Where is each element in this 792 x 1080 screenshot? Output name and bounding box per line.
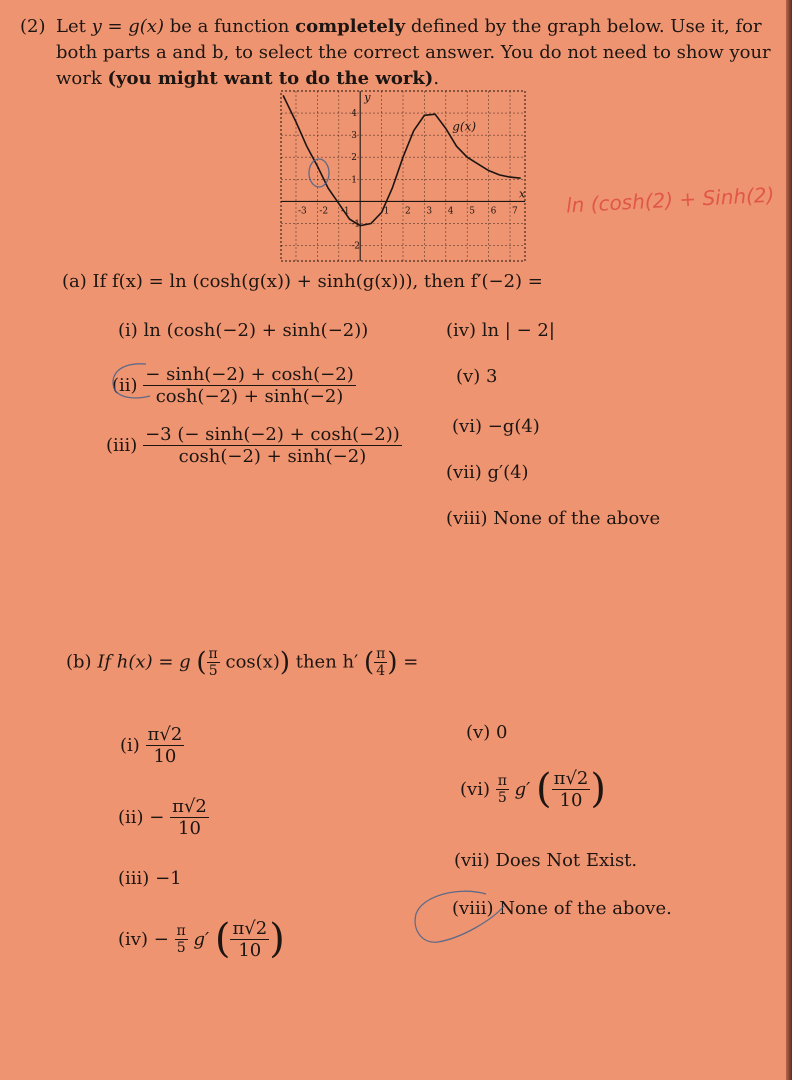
y-axis-label: y <box>364 91 371 104</box>
option-label: (iii) <box>118 868 150 889</box>
option-b-i[interactable] <box>120 724 184 767</box>
denominator: cosh(−2) + sinh(−2) <box>178 446 367 467</box>
fraction <box>143 364 355 407</box>
paren-open: ( <box>363 647 375 678</box>
denominator: cosh(−2) + sinh(−2) <box>155 386 344 407</box>
pencil-circle-mark <box>309 159 329 187</box>
y-tick-label: -1 <box>351 219 360 230</box>
intro-text-b: be a function <box>163 16 296 37</box>
part-a-question: If f(x) = ln (cosh(g(x)) + sinh(g(x))), then f′(−2) = <box>92 271 543 292</box>
denominator: 10 <box>559 789 583 811</box>
option-label: (vii) <box>446 462 482 483</box>
y-tick-label: 3 <box>351 131 357 142</box>
minus-sign: − <box>149 807 165 828</box>
x-tick-label: 5 <box>469 206 475 217</box>
fraction <box>143 424 402 467</box>
option-label: (iv) <box>118 928 148 950</box>
option-b-vii[interactable] <box>454 850 637 871</box>
intro-bold-completely: completely <box>295 16 406 37</box>
option-b-ii[interactable] <box>118 796 209 839</box>
part-a-prompt <box>62 271 543 292</box>
x-tick-label: 6 <box>490 206 497 217</box>
intro-equation: y = g(x) <box>91 16 164 37</box>
x-tick-label: 7 <box>512 206 518 217</box>
option-label: (vi) <box>452 416 482 437</box>
function-graph <box>277 87 529 265</box>
denominator: 10 <box>153 746 177 767</box>
option-text: None of the above. <box>499 898 672 919</box>
option-label: (v) <box>466 722 491 743</box>
numerator: π <box>497 772 507 789</box>
option-a-viii[interactable] <box>446 508 660 529</box>
numerator: π√2 <box>232 917 268 939</box>
numerator: π√2 <box>172 796 207 817</box>
denominator: 5 <box>497 789 507 806</box>
denominator: 5 <box>208 663 218 679</box>
option-a-iii[interactable] <box>106 424 402 467</box>
option-text: −1 <box>155 868 182 889</box>
denominator: 5 <box>176 939 186 956</box>
pencil-circle-ii <box>108 360 168 404</box>
y-tick-label: 2 <box>351 153 357 164</box>
paren-open: ( <box>536 766 552 812</box>
option-label: (ii) <box>112 375 138 396</box>
fraction <box>230 918 269 961</box>
option-text: ln | − 2| <box>481 320 555 341</box>
paren-close: ) <box>269 916 285 962</box>
x-tick-label: -1 <box>340 206 350 217</box>
x-tick-label: -3 <box>297 206 307 217</box>
option-a-vi[interactable] <box>452 416 540 437</box>
option-text: Does Not Exist. <box>495 850 638 871</box>
numerator: − sinh(−2) + cosh(−2) <box>145 364 354 385</box>
paren-open: ( <box>214 916 231 962</box>
pi-over-4 <box>374 646 387 679</box>
option-label: (i) <box>120 735 140 756</box>
problem-number: (2) <box>20 16 46 37</box>
option-a-v[interactable] <box>456 366 497 387</box>
denominator: 10 <box>178 818 201 839</box>
numerator: π√2 <box>147 724 183 745</box>
paren-close: ) <box>279 647 290 678</box>
pencil-circle-viii <box>408 886 518 950</box>
intro-bold-hint: (you might want to do the work) <box>107 68 434 89</box>
option-b-v[interactable] <box>466 722 507 743</box>
option-text: 3 <box>485 366 498 387</box>
x-tick-label: 2 <box>405 206 411 217</box>
cos-x: cos(x) <box>225 651 280 673</box>
option-b-vi[interactable] <box>460 766 606 812</box>
option-label: (vii) <box>454 850 490 871</box>
option-text: g′(4) <box>487 462 529 483</box>
option-label: (vi) <box>460 778 490 800</box>
fraction <box>146 724 185 767</box>
x-tick-label: -2 <box>319 206 329 217</box>
denominator: 10 <box>238 939 262 961</box>
option-label: (viii) <box>452 898 494 919</box>
g-prime: g′ <box>193 928 210 950</box>
x-tick-label: 1 <box>383 206 390 217</box>
option-label: (iii) <box>106 435 138 456</box>
option-label: (ii) <box>118 807 144 828</box>
paren-close: ) <box>387 647 398 678</box>
option-a-i[interactable] <box>118 320 368 341</box>
paren-open: ( <box>196 647 207 678</box>
part-b-label: (b) <box>66 651 92 673</box>
handwritten-note: ln (cosh(2) + Sinh(2) <box>565 182 775 218</box>
option-text: None of the above <box>493 508 661 529</box>
fraction <box>170 796 209 839</box>
option-label: (viii) <box>446 508 488 529</box>
curve-label: g(x) <box>452 119 477 134</box>
minus-sign: − <box>153 928 169 950</box>
y-tick-label: -2 <box>351 241 360 252</box>
equals: = <box>403 651 419 673</box>
x-tick-label: 3 <box>426 206 433 217</box>
x-tick-label: 4 <box>447 206 454 217</box>
numerator: π <box>208 646 218 662</box>
numerator: π <box>176 922 186 939</box>
problem-statement <box>20 14 772 92</box>
graph-grid <box>281 91 525 261</box>
fraction <box>552 768 591 811</box>
g-prime: g′ <box>514 778 531 800</box>
pi-over-5 <box>207 646 220 679</box>
numerator: π <box>376 646 386 662</box>
option-text: ln (cosh(−2) + sinh(−2)) <box>143 320 369 341</box>
y-tick-label: 1 <box>351 175 357 186</box>
denominator: 4 <box>376 663 386 679</box>
paren-close: ) <box>590 766 606 812</box>
option-label: (i) <box>118 320 138 341</box>
intro-end: . <box>433 68 440 89</box>
option-a-iv[interactable] <box>446 320 555 341</box>
x-axis-label: x <box>519 187 526 201</box>
part-b-question-start: If h(x) = g <box>97 651 191 673</box>
intro-text-c: defined by the graph below. Use it, for both parts a and b, to select the correct answer. You do not need to show your work <box>56 16 771 89</box>
option-a-vii[interactable] <box>446 462 529 483</box>
part-b-prompt <box>66 646 418 679</box>
option-label: (v) <box>456 366 481 387</box>
pi-over-5 <box>175 923 188 956</box>
numerator: −3 (− sinh(−2) + cosh(−2)) <box>145 424 400 445</box>
option-text: −g(4) <box>487 416 540 437</box>
page-edge <box>786 0 792 1080</box>
then-h-prime: then h′ <box>295 651 359 673</box>
numerator: π√2 <box>553 767 589 789</box>
part-a-label: (a) <box>62 271 87 292</box>
option-text: 0 <box>495 722 508 743</box>
pi-over-5 <box>496 773 509 806</box>
y-tick-label: 4 <box>351 109 357 120</box>
graph-tick-labels <box>298 109 518 251</box>
option-b-iii[interactable] <box>118 868 182 889</box>
option-b-iv[interactable] <box>118 916 285 962</box>
intro-text-a: Let <box>56 16 92 37</box>
option-label: (iv) <box>446 320 476 341</box>
